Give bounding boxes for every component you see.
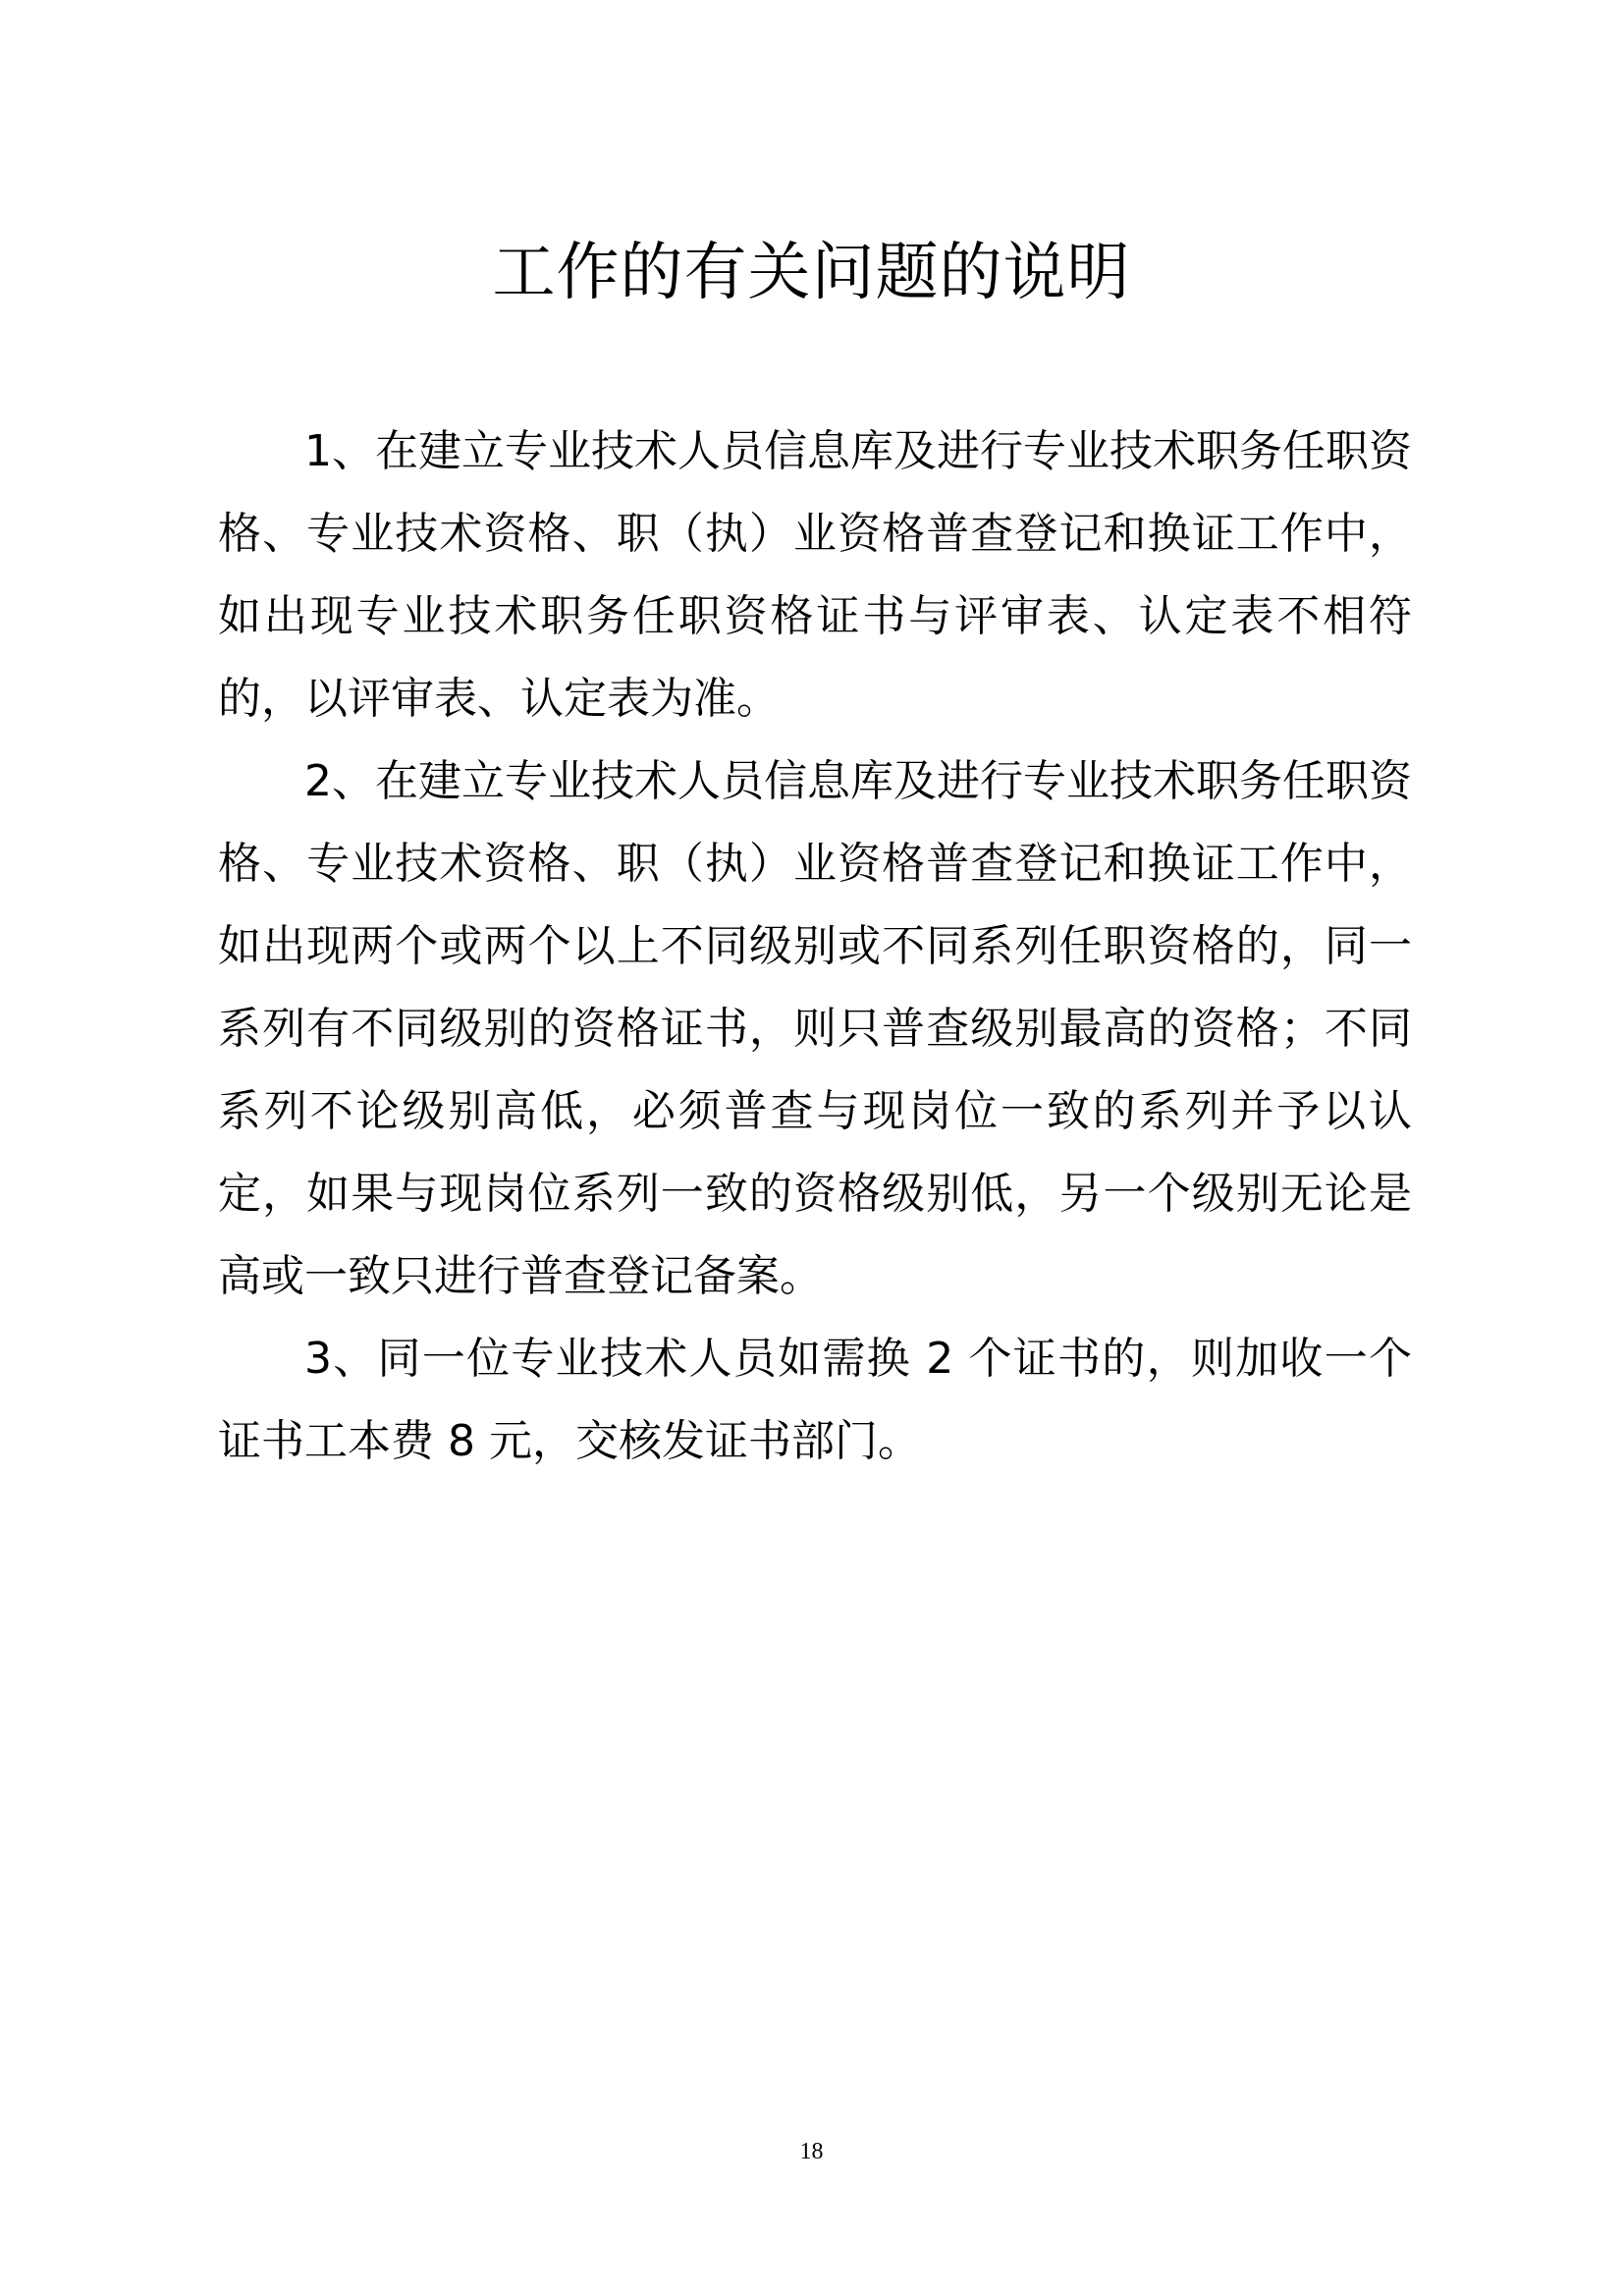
paragraph-2: 2、在建立专业技术人员信息库及进行专业技术职务任职资格、专业技术资格、职（执）业资格普查登记和换证工作中，如出现两个或两个以上不同级别或不同系列任职资格的，同一系列有不同级别的资格证书，则只普查级别最高的资格；不同系列不论级别高低，必须普查与现岗位一致的系列并予以认定，如果与现岗位系列一致的资格级别低，另一个级别无论是高或一致只进行普查登记备案。 <box>218 756 1412 1301</box>
document-title: 工作的有关问题的说明 <box>492 237 1131 309</box>
paragraph-1: 1、在建立专业技术人员信息库及进行专业技术职务任职资格、专业技术资格、职（执）业资格普查登记和换证工作中，如出现专业技术职务任职资格证书与评审表、认定表不相符的，以评审表、认定表为准。 <box>218 426 1412 724</box>
paragraph-3: 3、同一位专业技术人员如需换 2 个证书的，则加收一个证书工本费 8 元，交核发证书部门。 <box>218 1334 1412 1466</box>
page-number: 18 <box>799 2139 824 2164</box>
document-body <box>218 410 1412 1483</box>
